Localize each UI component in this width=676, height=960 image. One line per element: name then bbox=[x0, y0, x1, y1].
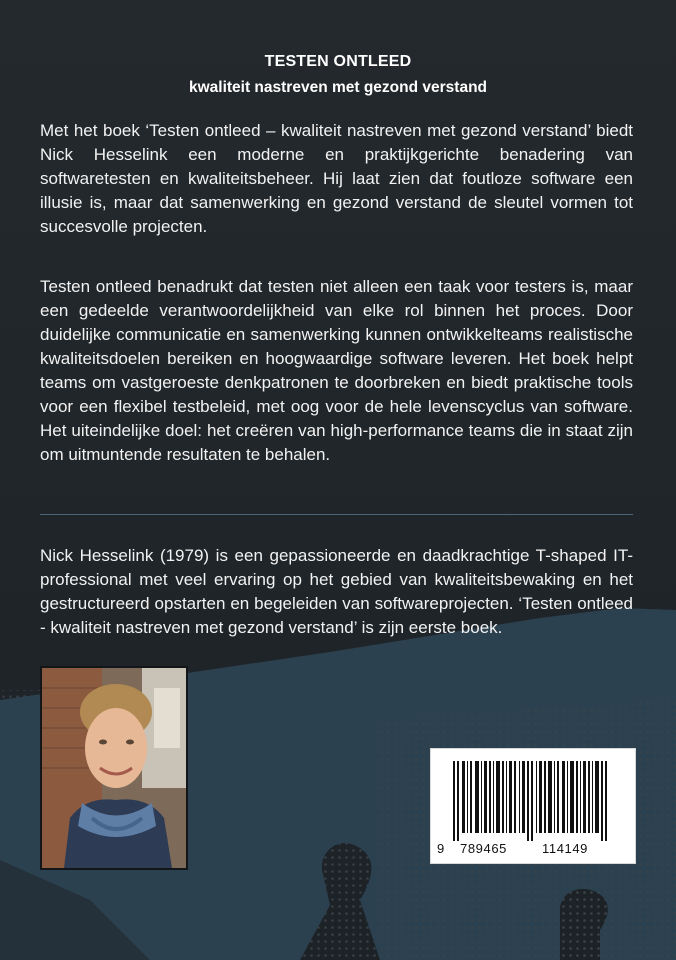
barcode-left-group: 789465 bbox=[460, 841, 507, 856]
barcode-first-digit: 9 bbox=[437, 841, 445, 856]
isbn-barcode bbox=[430, 748, 636, 864]
description-paragraph-1: Met het boek ‘Testen ontleed – kwaliteit nastreven met gezond verstand’ biedt Nick Hesselink een moderne en praktijkgerichte benadering van softwaretesten en kwaliteitsbeheer. Hij laat zien dat foutloze software een illusie is, maar dat samenwerking en gezond verstand de sleutel vormen tot succesvolle projecten. bbox=[40, 121, 633, 236]
section-divider bbox=[40, 514, 633, 515]
author-photo bbox=[40, 666, 188, 870]
barcode-bars bbox=[441, 761, 627, 841]
author-bio: Nick Hesselink (1979) is een gepassioneerde en daadkrachtige T-shaped IT-professional met veel ervaring op het gebied van kwaliteitsbewaking en het gestructureerd opstarten en begeleiden van softwareprojecten. ‘Testen ontleed - kwaliteit nastreven met gezond verstand’ is zijn eerste boek. bbox=[40, 546, 633, 637]
book-title: TESTEN ONTLEED bbox=[264, 53, 412, 70]
book-subtitle: kwaliteit nastreven met gezond verstand bbox=[188, 79, 488, 96]
description-paragraph-2: Testen ontleed benadrukt dat testen niet alleen een taak voor testers is, maar een gedeelde verantwoordelijkheid van elke rol binnen het proces. Door duidelijke communicatie en samenwerking kunnen ontwikkelteams realistische kwaliteitsdoelen bereiken en hoogwaardige software leveren. Het boek helpt teams om vastgeroeste denkpatronen te doorbreken en biedt praktische tools voor een flexibel testbeleid, met oog voor de hele levenscyclus van software. Het uiteindelijke doel: het creëren van high-performance teams die in staat zijn om uitmuntende resultaten te behalen. bbox=[40, 277, 633, 464]
barcode-right-group: 114149 bbox=[542, 841, 589, 856]
